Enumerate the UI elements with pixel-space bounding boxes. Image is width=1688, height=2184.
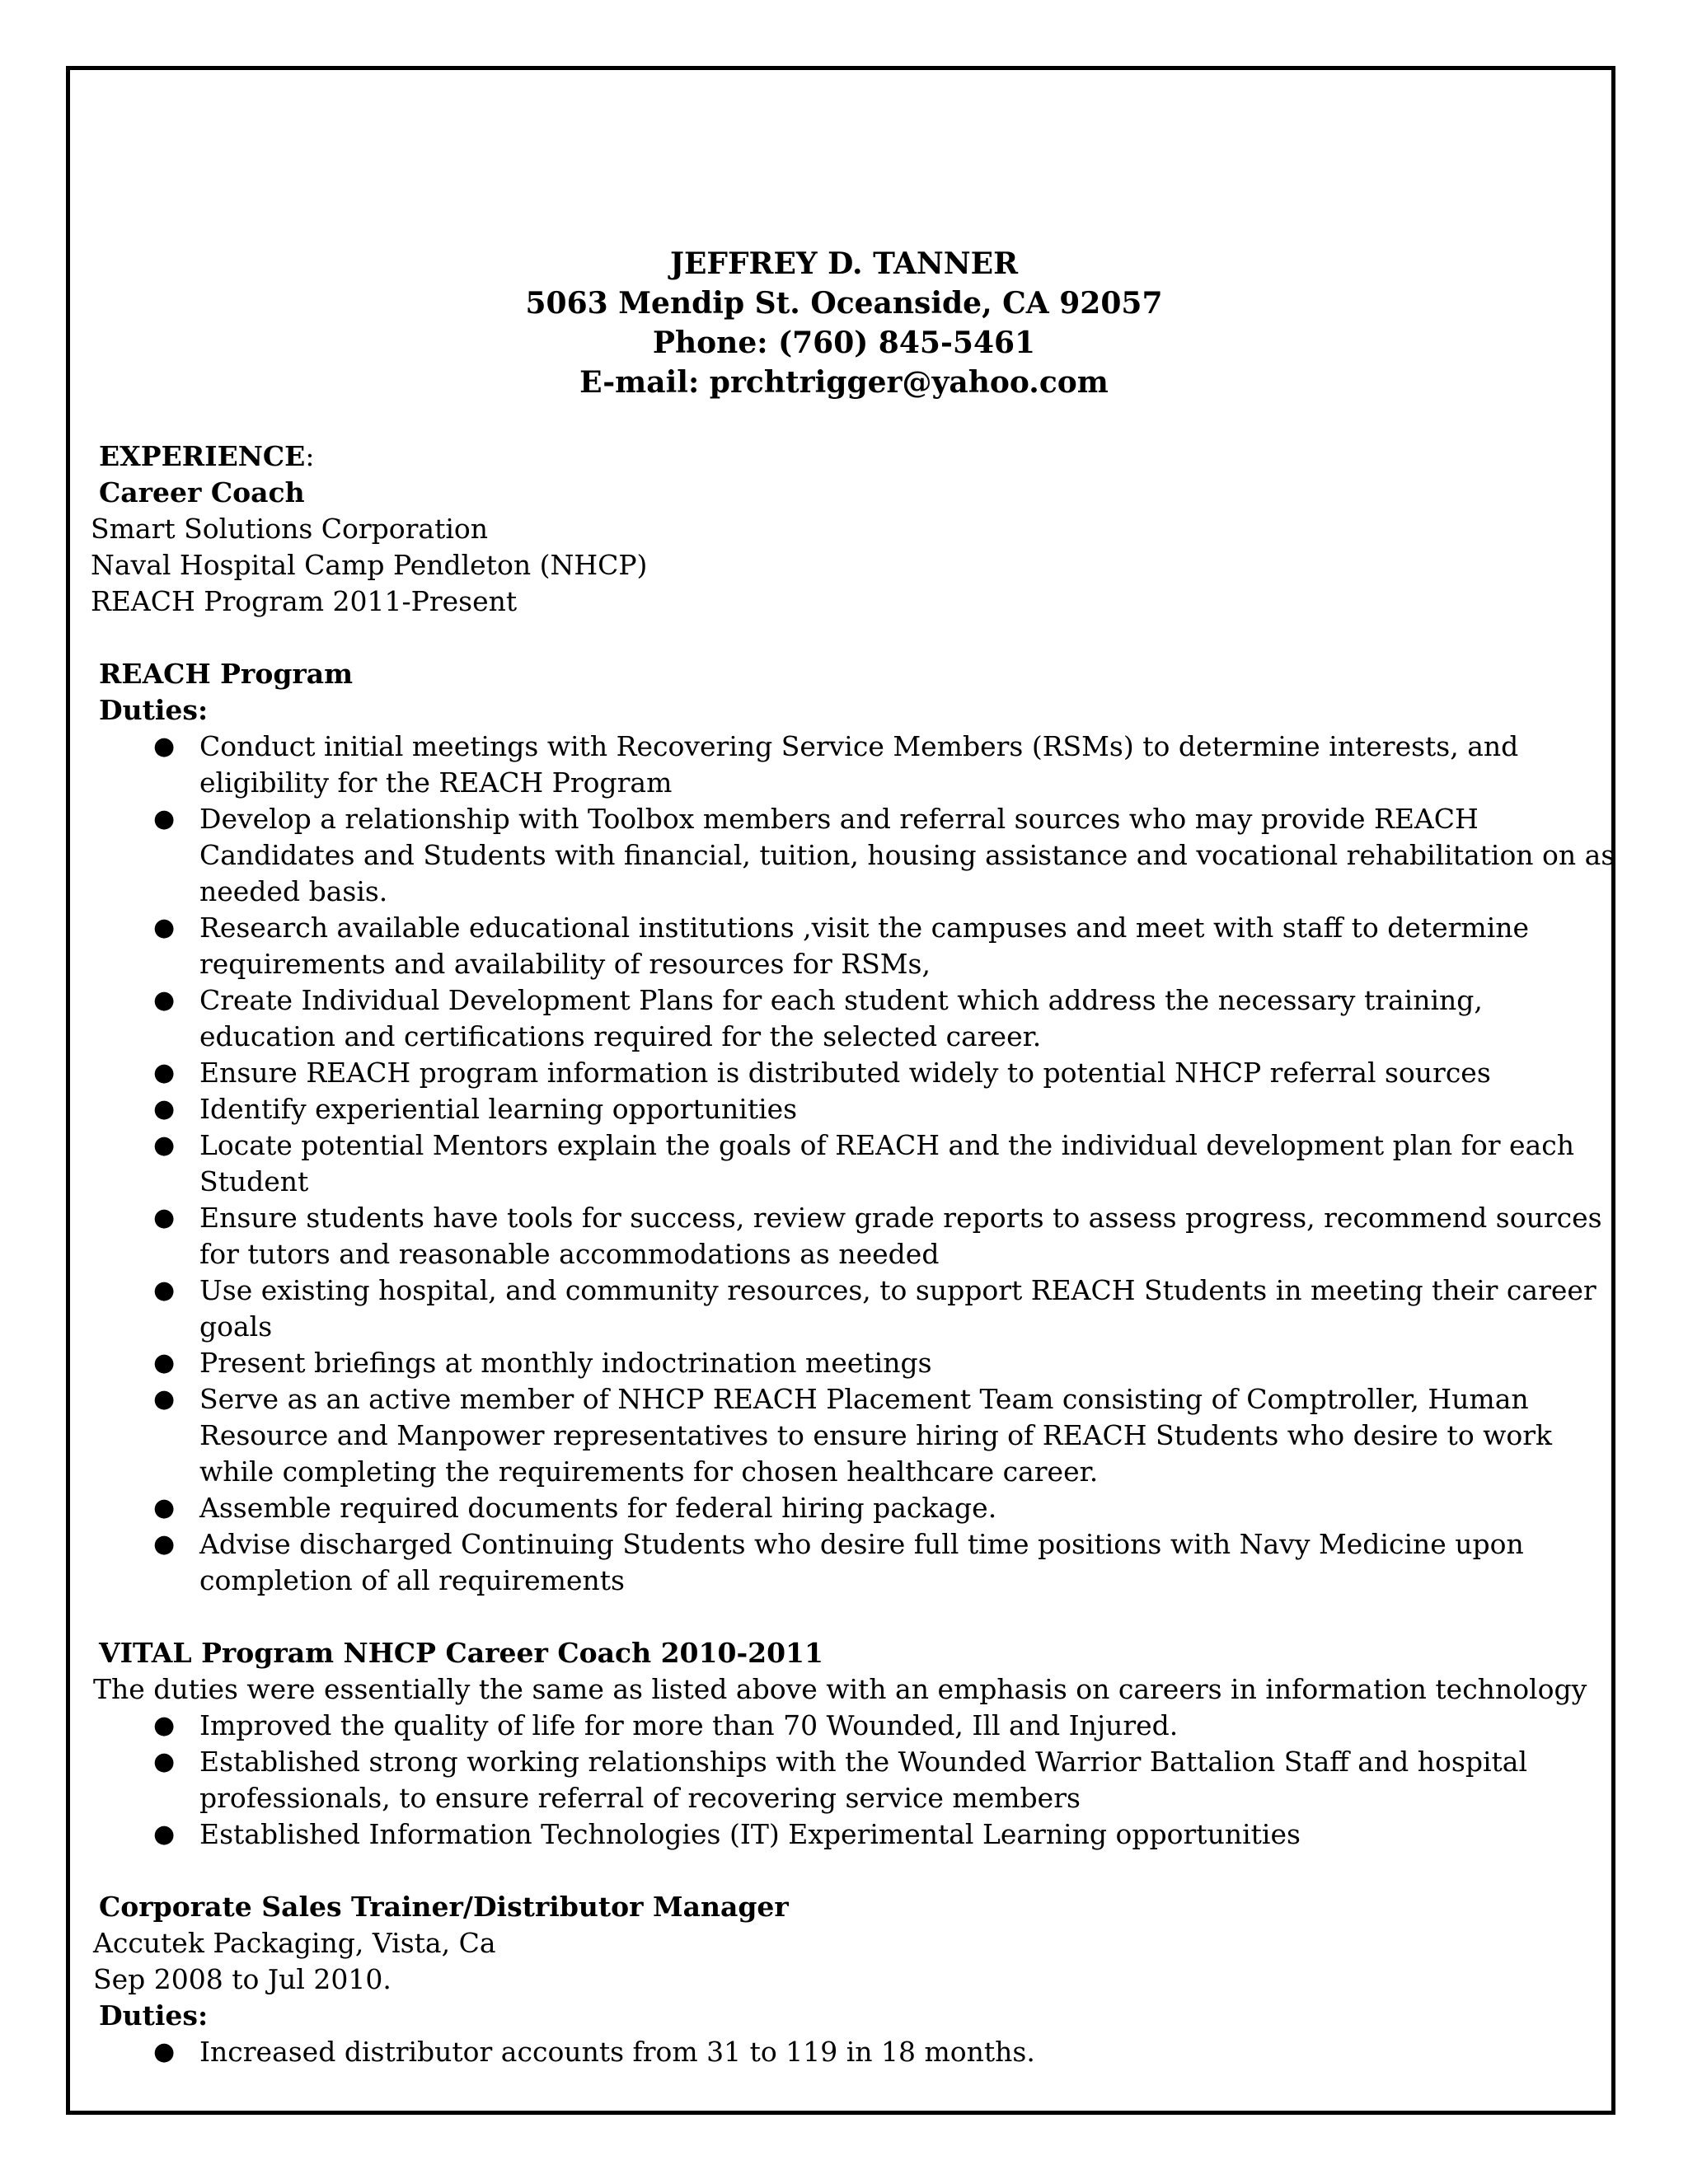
bullet-icon: ●: [153, 1203, 176, 1232]
reach-duties-list: [91, 729, 1624, 1599]
bullet-icon: ●: [153, 1276, 176, 1305]
reach-duties-label: Duties:: [99, 694, 209, 726]
bullet-icon: ●: [153, 2037, 176, 2066]
job1-details: [91, 511, 1624, 620]
list-item: ● Ensure REACH program information is distributed widely to potential NHCP referral sources: [91, 1055, 1624, 1091]
spacer: [91, 1599, 1624, 1635]
list-item: ● Increased distributor accounts from 31 to 119 in 18 months.: [91, 2034, 1624, 2070]
list-item: ● Present briefings at monthly indoctrination meetings: [91, 1345, 1624, 1381]
experience-heading: EXPERIENCE:: [99, 440, 315, 472]
resume-header: [0, 244, 1688, 402]
bullet-icon: ●: [153, 804, 176, 833]
list-item: ● Research available educational institutions ,visit the campuses and meet with staff to determine requirements and availability of resources for RSMs,: [153, 912, 1530, 980]
job1-line: REACH Program 2011-Present: [91, 585, 518, 617]
resume-body: [91, 438, 1624, 2070]
reach-program-heading: REACH Program: [99, 658, 354, 690]
job3-dates: Sep 2008 to Jul 2010.: [93, 1963, 392, 1995]
job3-duties-label: Duties:: [99, 1999, 209, 2032]
bullet-icon: ●: [153, 1058, 176, 1087]
job1-line: Smart Solutions Corporation: [91, 513, 489, 545]
bullet-icon: ●: [153, 913, 176, 942]
list-item: ● Established Information Technologies (IT) Experimental Learning opportunities: [91, 1816, 1624, 1853]
bullet-icon: ●: [153, 1348, 176, 1377]
list-item: ● Identify experiential learning opportunities: [91, 1091, 1624, 1127]
list-item: ● Conduct initial meetings with Recovering Service Members (RSMs) to determine interests, and eligibility for the REACH Program: [153, 730, 1519, 799]
bullet-icon: ●: [153, 1493, 176, 1522]
job3-company: Accutek Packaging, Vista, Ca: [93, 1927, 496, 1959]
bullet-icon: ●: [153, 1711, 176, 1740]
job1-line: Naval Hospital Camp Pendleton (NHCP): [91, 549, 648, 581]
list-item: ● Use existing hospital, and community resources, to support REACH Students in meeting their career goals: [153, 1274, 1597, 1343]
job3-duties-list: [91, 2034, 1624, 2070]
candidate-name: JEFFREY D. TANNER: [669, 246, 1019, 281]
list-item: ● Assemble required documents for federal hiring package.: [91, 1490, 1624, 1526]
bullet-icon: ●: [153, 1820, 176, 1849]
candidate-email: E-mail: prchtrigger@yahoo.com: [579, 365, 1109, 400]
candidate-address: 5063 Mendip St. Oceanside, CA 92057: [525, 286, 1163, 321]
bullet-icon: ●: [153, 732, 176, 761]
list-item: ● Develop a relationship with Toolbox members and referral sources who may provide REACH Candidates and Students with financial, tuition, housing assistance and vocational rehabilitation on as needed basis.: [153, 803, 1615, 907]
bullet-icon: ●: [153, 1385, 176, 1413]
list-item: ● Locate potential Mentors explain the goals of REACH and the individual development plan for each Student: [153, 1129, 1574, 1197]
candidate-phone: Phone: (760) 845-5461: [652, 326, 1036, 360]
list-item: ● Serve as an active member of NHCP REACH Placement Team consisting of Comptroller, Human Resource and Manpower representatives to ensure hiring of REACH Students who desire to work while completing the requirements for chosen healthcare career.: [153, 1383, 1553, 1488]
spacer: [91, 620, 1624, 656]
list-item: ● Ensure students have tools for success, review grade reports to assess progress, recommend sources for tutors and reasonable accommodations as needed: [153, 1202, 1602, 1270]
job-title-career-coach: Career Coach: [99, 476, 305, 509]
job-title-sales-trainer: Corporate Sales Trainer/Distributor Manager: [99, 1891, 789, 1923]
bullet-icon: ●: [153, 1131, 176, 1160]
vital-duties-list: [91, 1708, 1624, 1853]
bullet-icon: ●: [153, 1747, 176, 1776]
bullet-icon: ●: [153, 1094, 176, 1123]
list-item: ● Create Individual Development Plans for each student which address the necessary training, education and certifications required for the selected career.: [153, 984, 1483, 1052]
bullet-icon: ●: [153, 1530, 176, 1558]
vital-program-heading: VITAL Program NHCP Career Coach 2010-2011: [99, 1637, 823, 1669]
list-item: ● Advise discharged Continuing Students who desire full time positions with Navy Medicine upon completion of all requirements: [153, 1528, 1524, 1596]
spacer: [91, 1853, 1624, 1889]
list-item: ● Established strong working relationships with the Wounded Warrior Battalion Staff and hospital professionals, to ensure referral of recovering service members: [153, 1746, 1528, 1814]
vital-intro: The duties were essentially the same as listed above with an emphasis on careers in information technology: [93, 1673, 1587, 1705]
bullet-icon: ●: [153, 986, 176, 1015]
list-item: ● Improved the quality of life for more than 70 Wounded, Ill and Injured.: [91, 1708, 1624, 1744]
